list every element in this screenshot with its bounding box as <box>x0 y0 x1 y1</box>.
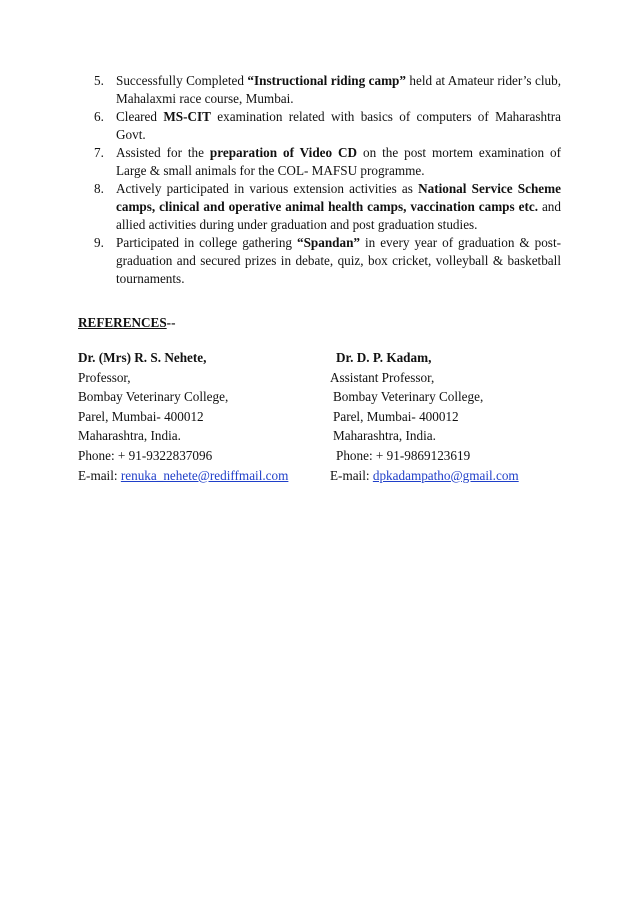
list-item-text: Successfully Completed <box>116 73 248 88</box>
reference-phone: Phone: + 91-9322837096 <box>78 447 213 463</box>
list-item-bold-text: National Service Scheme camps, clinical and operative animal health camps, vaccination camps etc. <box>116 181 561 214</box>
list-item-text: and allied activities during under graduation and post graduation studies. <box>116 199 561 232</box>
list-item <box>78 180 561 234</box>
list-item-text: held at Amateur rider’s club, Mahalaxmi race course, Mumbai. <box>116 73 562 106</box>
reference-designation: Professor, <box>78 369 131 385</box>
list-item <box>78 108 561 144</box>
list-item-text: in every year of graduation & post-graduation and secured prizes in debate, quiz, box cricket, volleyball & basketball tournaments. <box>116 235 561 286</box>
list-item-number: 8. <box>94 181 104 196</box>
reference-college: Bombay Veterinary College, <box>333 389 484 405</box>
references-heading-suffix: -- <box>166 315 176 330</box>
reference-college: Bombay Veterinary College, <box>78 389 229 405</box>
reference-email-label: E-mail: <box>330 467 373 483</box>
list-item <box>78 144 561 180</box>
list-item-number: 9. <box>94 235 104 250</box>
list-item-text: Assisted for the <box>116 145 210 160</box>
list-item-bold-text: “Instructional riding camp” <box>247 73 406 88</box>
list-item-text: Cleared <box>116 109 164 124</box>
list-item-number: 6. <box>94 109 104 124</box>
reference-state: Maharashtra, India. <box>78 428 181 444</box>
reference-address: Parel, Mumbai- 400012 <box>78 408 204 424</box>
reference-state: Maharashtra, India. <box>333 428 436 444</box>
list-item-number: 7. <box>94 145 104 160</box>
reference-email-link[interactable]: dpkadampatho@gmail.com <box>372 467 519 483</box>
reference-phone: Phone: + 91-9869123619 <box>336 447 471 463</box>
reference-designation: Assistant Professor, <box>330 369 435 385</box>
list-item-bold-text: MS-CIT <box>163 109 211 124</box>
reference-left <box>78 348 328 485</box>
achievements-list <box>78 72 561 288</box>
list-item <box>78 234 561 288</box>
list-item-text: examination related with basics of computers of Maharashtra Govt. <box>116 109 561 142</box>
list-item-number: 5. <box>94 73 104 88</box>
list-item <box>78 72 561 108</box>
reference-name: Dr. (Mrs) R. S. Nehete, <box>78 350 207 365</box>
reference-name: Dr. D. P. Kadam, <box>336 350 432 365</box>
references-heading <box>78 315 175 331</box>
reference-email-row <box>330 466 590 486</box>
list-item-text: on the post mortem examination of Large & small animals for the COL- MAFSU programme. <box>116 145 561 178</box>
references-heading-text: REFERENCES <box>78 315 167 330</box>
list-item-bold-text: preparation of Video CD <box>209 145 358 160</box>
list-item-bold-text: “Spandan” <box>296 235 361 250</box>
list-item-text: Participated in college gathering <box>116 235 297 250</box>
reference-email-link[interactable]: renuka_nehete@rediffmail.com <box>120 467 289 483</box>
reference-email-label: E-mail: <box>78 467 121 483</box>
list-item-text: Actively participated in various extension activities as <box>116 181 419 196</box>
reference-email-row <box>78 466 328 486</box>
reference-address: Parel, Mumbai- 400012 <box>333 408 459 424</box>
reference-right <box>330 348 590 485</box>
